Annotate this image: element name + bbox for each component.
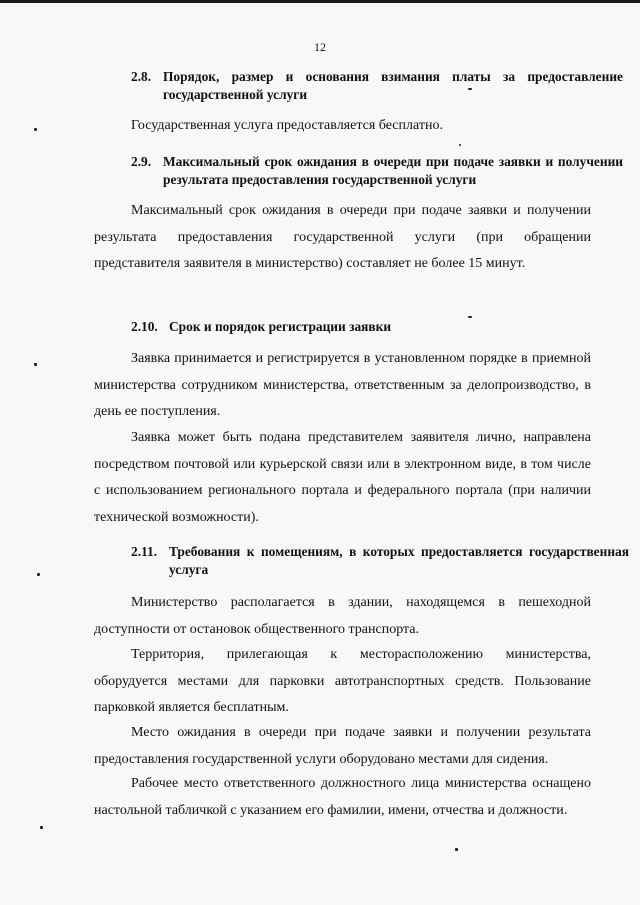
- scan-speck: [459, 144, 461, 146]
- section-heading-2-8: [131, 68, 623, 104]
- section-number: 2.9.: [131, 154, 152, 169]
- section-title: Требования к помещениям, в которых предоставляется государственная услуга: [169, 544, 629, 577]
- paragraph: Государственная услуга предоставляется бесплатно.: [131, 118, 443, 133]
- section-number: 2.8.: [131, 69, 152, 84]
- scan-speck: [468, 316, 472, 318]
- section-heading-2-9: [131, 153, 623, 189]
- paragraph: Место ожидания в очереди при подаче заявки и получении результата предоставления государственной услуги оборудовано местами для сидения.: [94, 725, 591, 767]
- paragraph: Рабочее место ответственного должностного лица министерства оснащено настольной табличкой с указанием его фамилии, имени, отчества и должности.: [94, 776, 591, 818]
- section-heading-2-11: [131, 543, 629, 579]
- scan-speck: [34, 363, 37, 366]
- page-number: 12: [314, 40, 326, 54]
- paragraph: Территория, прилегающая к месторасположению министерства, оборудуется местами для парковки автотранспортных средств. Пользование парковкой является бесплатным.: [94, 647, 591, 715]
- section-number: 2.10.: [131, 319, 158, 334]
- section-title: Максимальный срок ожидания в очереди при подаче заявки и получении результата предоставления государственной услуги: [163, 154, 623, 187]
- section-number: 2.11.: [131, 544, 158, 559]
- paragraph: Заявка принимается и регистрируется в установленном порядке в приемной министерства сотрудником министерства, ответственным за делопроизводство, в день ее поступления.: [94, 351, 591, 419]
- scan-top-border: [0, 0, 640, 3]
- scan-speck: [34, 128, 37, 131]
- scan-speck: [37, 573, 40, 576]
- paragraph: Министерство располагается в здании, находящемся в пешеходной доступности от остановок общественного транспорта.: [94, 595, 591, 637]
- paragraph: Заявка может быть подана представителем заявителя лично, направлена посредством почтовой или курьерской связи или в электронном виде, в том числе с использованием регионального портала и федерального портала (при наличии технической возможности).: [94, 430, 591, 525]
- scan-speck: [40, 826, 43, 829]
- section-title: Срок и порядок регистрации заявки: [169, 319, 392, 334]
- scan-speck: [468, 88, 472, 90]
- section-title: Порядок, размер и основания взимания платы за предоставление государственной услуги: [163, 69, 623, 102]
- scan-speck: [455, 848, 458, 851]
- section-heading-2-10: [131, 318, 623, 336]
- paragraph: Максимальный срок ожидания в очереди при подаче заявки и получении результата предоставления государственной услуги (при обращении представителя заявителя в министерство) составляет не более 15 минут.: [94, 203, 591, 271]
